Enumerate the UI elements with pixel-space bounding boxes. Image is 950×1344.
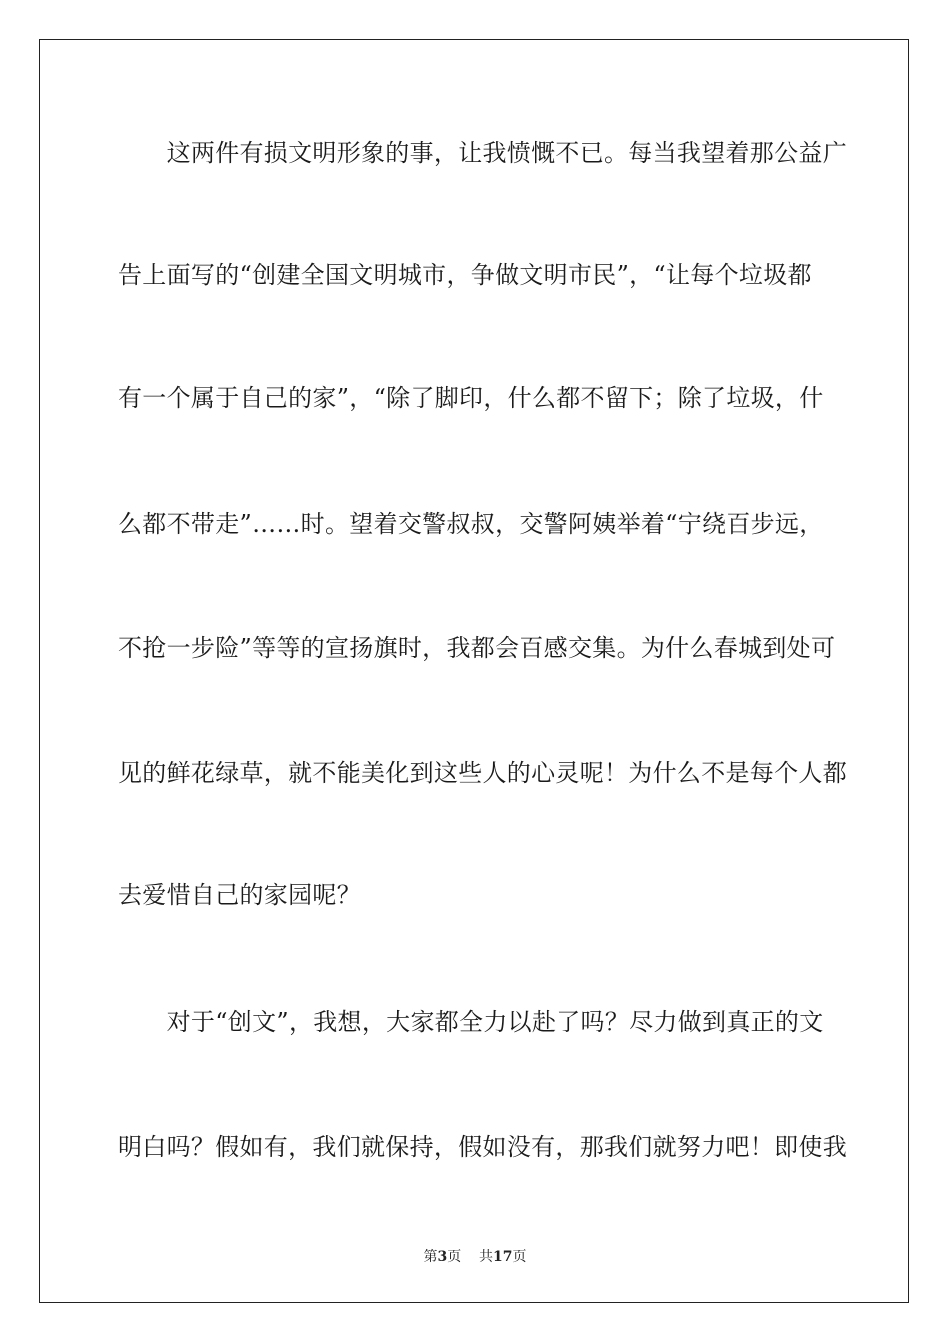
footer-total-pages: 17 <box>493 1249 513 1265</box>
text-line-8: 对于“创文”，我想，大家都全力以赴了吗？尽力做到真正的文 <box>118 1008 824 1036</box>
footer-total-suffix: 页 <box>512 1249 527 1265</box>
text-line-6: 见的鲜花绿草，就不能美化到这些人的心灵呢！为什么不是每个人都 <box>118 759 847 787</box>
text-line-4: 么都不带走”……时。望着交警叔叔，交警阿姨举着“宁绕百步远， <box>118 510 824 538</box>
page-footer <box>0 1248 950 1266</box>
footer-page-prefix: 第 <box>423 1249 438 1265</box>
text-line-5: 不抢一步险”等等的宣扬旗时，我都会百感交集。为什么春城到处可 <box>118 634 836 662</box>
footer-page-number: 3 <box>437 1249 448 1265</box>
footer-total-prefix: 共 <box>479 1249 494 1265</box>
footer-page-suffix: 页 <box>447 1249 462 1265</box>
text-line-1: 这两件有损文明形象的事，让我愤慨不已。每当我望着那公益广 <box>118 139 847 167</box>
text-line-2: 告上面写的“创建全国文明城市，争做文明市民”，“让每个垃圾都 <box>118 261 812 289</box>
page-border <box>39 39 909 1303</box>
text-line-7: 去爱惜自己的家园呢？ <box>118 881 361 909</box>
text-line-3: 有一个属于自己的家”，“除了脚印，什么都不留下；除了垃圾，什 <box>118 384 824 412</box>
text-line-9: 明白吗？假如有，我们就保持，假如没有，那我们就努力吧！即使我 <box>118 1133 847 1161</box>
